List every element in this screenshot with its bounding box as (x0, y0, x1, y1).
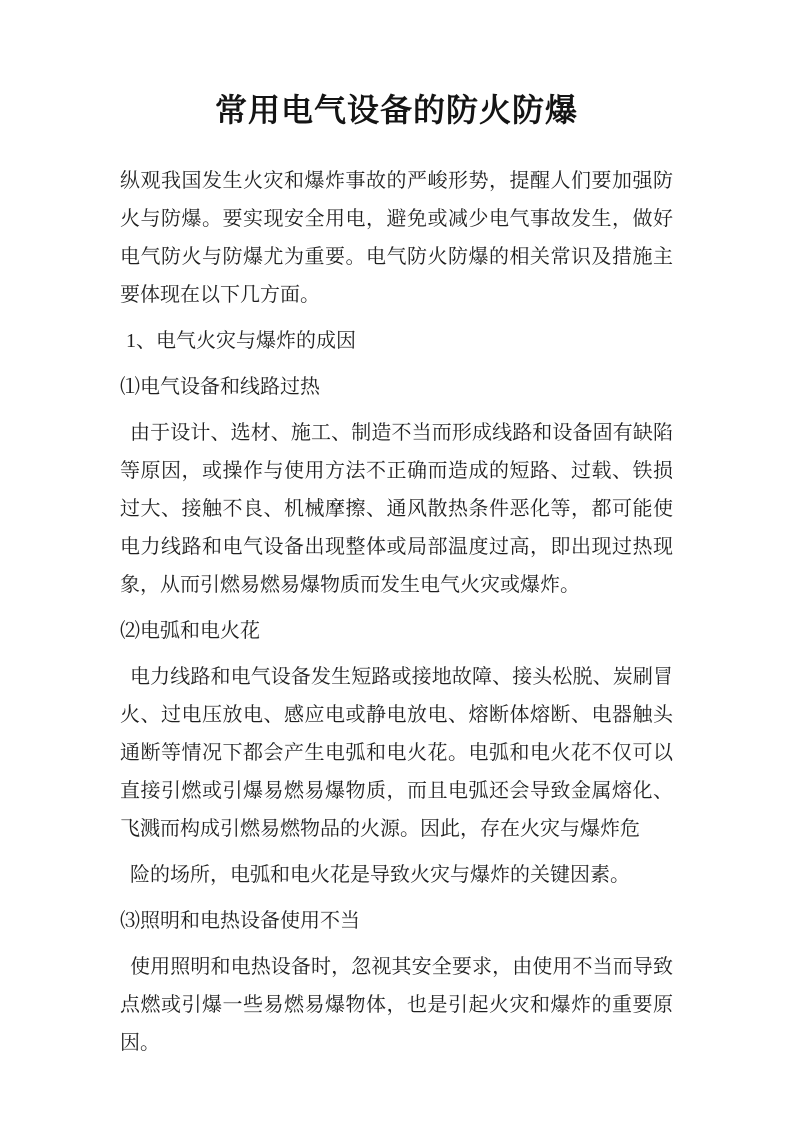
sub-heading: ⑴电气设备和线路过热 (120, 376, 320, 398)
sub-heading: ⑵电弧和电火花 (120, 620, 260, 642)
document-body (120, 162, 673, 1062)
sub-heading: ⑶照明和电热设备使用不当 (120, 910, 360, 932)
document-title: 常用电气设备的防火防爆 (214, 92, 578, 128)
paragraph: 险的场所，电弧和电火花是导致火灾与爆炸的关键因素。 (130, 864, 630, 886)
paragraph: 由于设计、选材、施工、制造不当而形成线路和设备固有缺陷等原因，或操作与使用方法不正确而造成的短路、过载、铁损过大、接触不良、机械摩擦、通风散热条件恶化等，都可能使电力线路和电气设备出现整体或局部温度过高，即出现过热现象，从而引燃易燃易爆物质而发生电气火灾或爆炸。 (120, 422, 673, 596)
paragraph: 电力线路和电气设备发生短路或接地故障、接头松脱、炭刷冒火、过电压放电、感应电或静电放电、熔断体熔断、电器触头通断等情况下都会产生电弧和电火花。电弧和电火花不仅可以直接引燃或引爆易燃易爆物质，而且电弧还会导致金属熔化、飞溅而构成引燃易燃物品的火源。因此，存在火灾与爆炸危 (120, 666, 673, 840)
paragraph: 纵观我国发生火灾和爆炸事故的严峻形势，提醒人们要加强防火与防爆。要实现安全用电，避免或减少电气事故发生，做好电气防火与防爆尤为重要。电气防火防爆的相关常识及措施主要体现在以下几方面。 (120, 170, 673, 306)
section-heading: 1、电气火灾与爆炸的成因 (126, 330, 356, 352)
paragraph: 使用照明和电热设备时，忽视其安全要求，由使用不当而导致点燃或引爆一些易燃易爆物体，也是引起火灾和爆炸的重要原因。 (120, 956, 673, 1054)
